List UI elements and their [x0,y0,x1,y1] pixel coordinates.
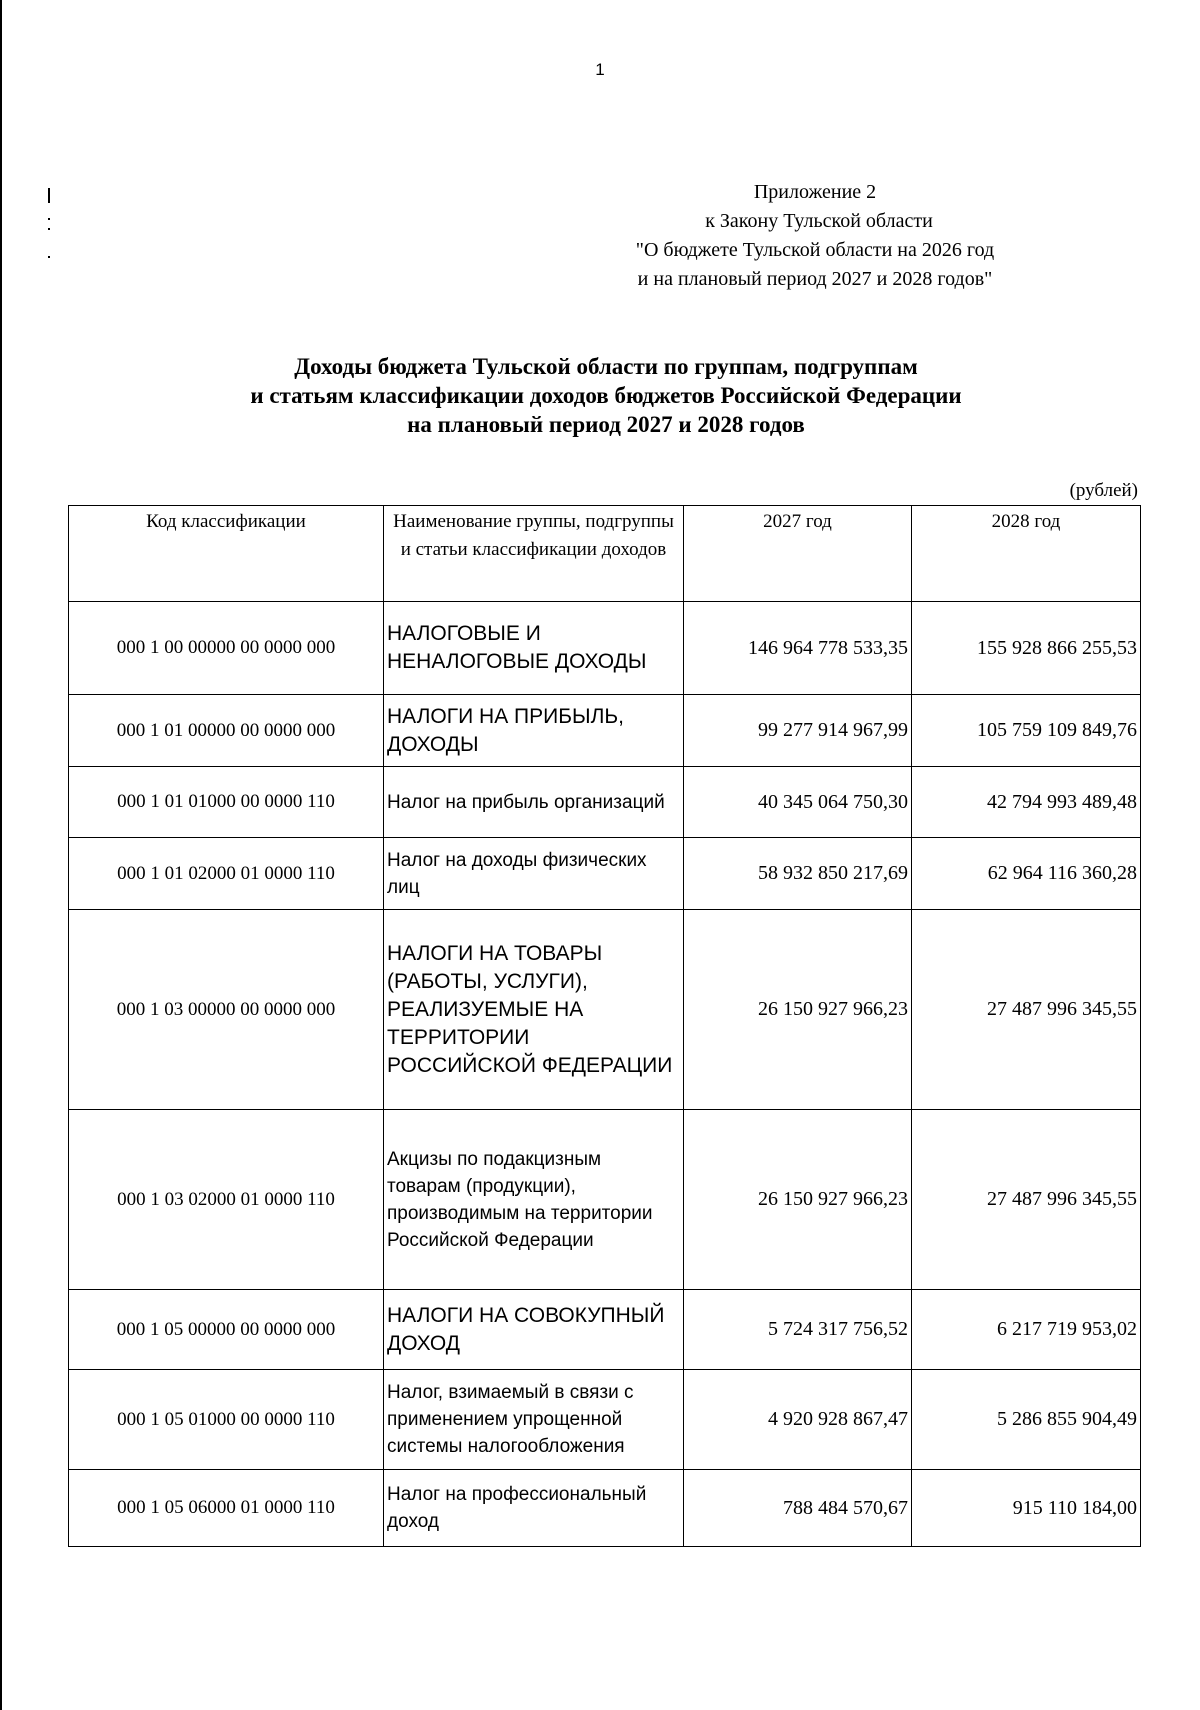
appendix-line-4: и на плановый период 2027 и 2028 годов" [637,268,993,290]
row-value-2028: 5 286 855 904,49 [912,1370,1141,1470]
row-name: НАЛОГИ НА ТОВАРЫ (РАБОТЫ, УСЛУГИ), РЕАЛИЗУЕМЫЕ НА ТЕРРИТОРИИ РОССИЙСКОЙ ФЕДЕРАЦИИ [384,910,684,1110]
header-2027: 2027 год [684,506,912,602]
document-title [0,352,1200,439]
row-code: 000 1 05 01000 00 0000 110 [69,1370,384,1470]
margin-mark [48,188,50,203]
appendix-block [580,178,1050,294]
table-row [69,602,1141,695]
row-value-2027: 788 484 570,67 [684,1470,912,1547]
row-value-2028: 62 964 116 360,28 [912,838,1141,910]
row-value-2028: 42 794 993 489,48 [912,767,1141,838]
row-name: Налог на профессиональный доход [384,1470,684,1547]
row-code: 000 1 05 00000 00 0000 000 [69,1290,384,1370]
table-row [69,1110,1141,1290]
margin-dot [48,256,50,258]
row-code: 000 1 01 02000 01 0000 110 [69,838,384,910]
row-value-2027: 4 920 928 867,47 [684,1370,912,1470]
row-value-2027: 58 932 850 217,69 [684,838,912,910]
row-code: 000 1 01 01000 00 0000 110 [69,767,384,838]
table-row [69,695,1141,767]
appendix-line-2: к Закону Тульской области [705,210,933,232]
margin-dot [48,228,50,230]
row-value-2027: 40 345 064 750,30 [684,767,912,838]
table-header-row [69,506,1141,602]
title-line-3: на плановый период 2027 и 2028 годов [407,412,805,437]
row-name: Налог, взимаемый в связи с применением упрощенной системы налогообложения [384,1370,684,1470]
row-code: 000 1 03 02000 01 0000 110 [69,1110,384,1290]
row-name: НАЛОГИ НА СОВОКУПНЫЙ ДОХОД [384,1290,684,1370]
title-line-2: и статьям классификации доходов бюджетов Российской Федерации [250,383,962,408]
row-value-2027: 146 964 778 533,35 [684,602,912,695]
row-value-2027: 99 277 914 967,99 [684,695,912,767]
table-row [69,910,1141,1110]
row-name: НАЛОГИ НА ПРИБЫЛЬ, ДОХОДЫ [384,695,684,767]
title-line-1: Доходы бюджета Тульской области по группам, подгруппам [294,354,918,379]
scan-edge-line [0,0,2,1710]
page-number: 1 [595,60,605,79]
row-value-2028: 27 487 996 345,55 [912,910,1141,1110]
row-value-2027: 5 724 317 756,52 [684,1290,912,1370]
row-name: Акцизы по подакцизным товарам (продукции), производимым на территории Российской Федерации [384,1110,684,1290]
table-row [69,1370,1141,1470]
header-code: Код классификации [69,506,384,602]
row-code: 000 1 01 00000 00 0000 000 [69,695,384,767]
table-row [69,1470,1141,1547]
row-value-2028: 6 217 719 953,02 [912,1290,1141,1370]
appendix-line-3: "О бюджете Тульской области на 2026 год [635,239,995,261]
row-value-2028: 27 487 996 345,55 [912,1110,1141,1290]
row-value-2028: 915 110 184,00 [912,1470,1141,1547]
table-row [69,838,1141,910]
header-2028: 2028 год [912,506,1141,602]
appendix-line-1: Приложение 2 [753,181,877,203]
margin-dot [48,218,50,220]
row-value-2028: 155 928 866 255,53 [912,602,1141,695]
row-code: 000 1 03 00000 00 0000 000 [69,910,384,1110]
row-value-2027: 26 150 927 966,23 [684,910,912,1110]
row-value-2027: 26 150 927 966,23 [684,1110,912,1290]
table-row [69,1290,1141,1370]
row-name: Налог на прибыль организаций [384,767,684,838]
row-code: 000 1 00 00000 00 0000 000 [69,602,384,695]
row-name: НАЛОГОВЫЕ И НЕНАЛОГОВЫЕ ДОХОДЫ [384,602,684,695]
header-name: Наименование группы, подгруппы и статьи классификации доходов [384,506,684,602]
row-code: 000 1 05 06000 01 0000 110 [69,1470,384,1547]
row-name: Налог на доходы физических лиц [384,838,684,910]
row-value-2028: 105 759 109 849,76 [912,695,1141,767]
revenue-table [68,505,1141,1547]
table-row [69,767,1141,838]
units-label: (рублей) [1069,480,1138,501]
